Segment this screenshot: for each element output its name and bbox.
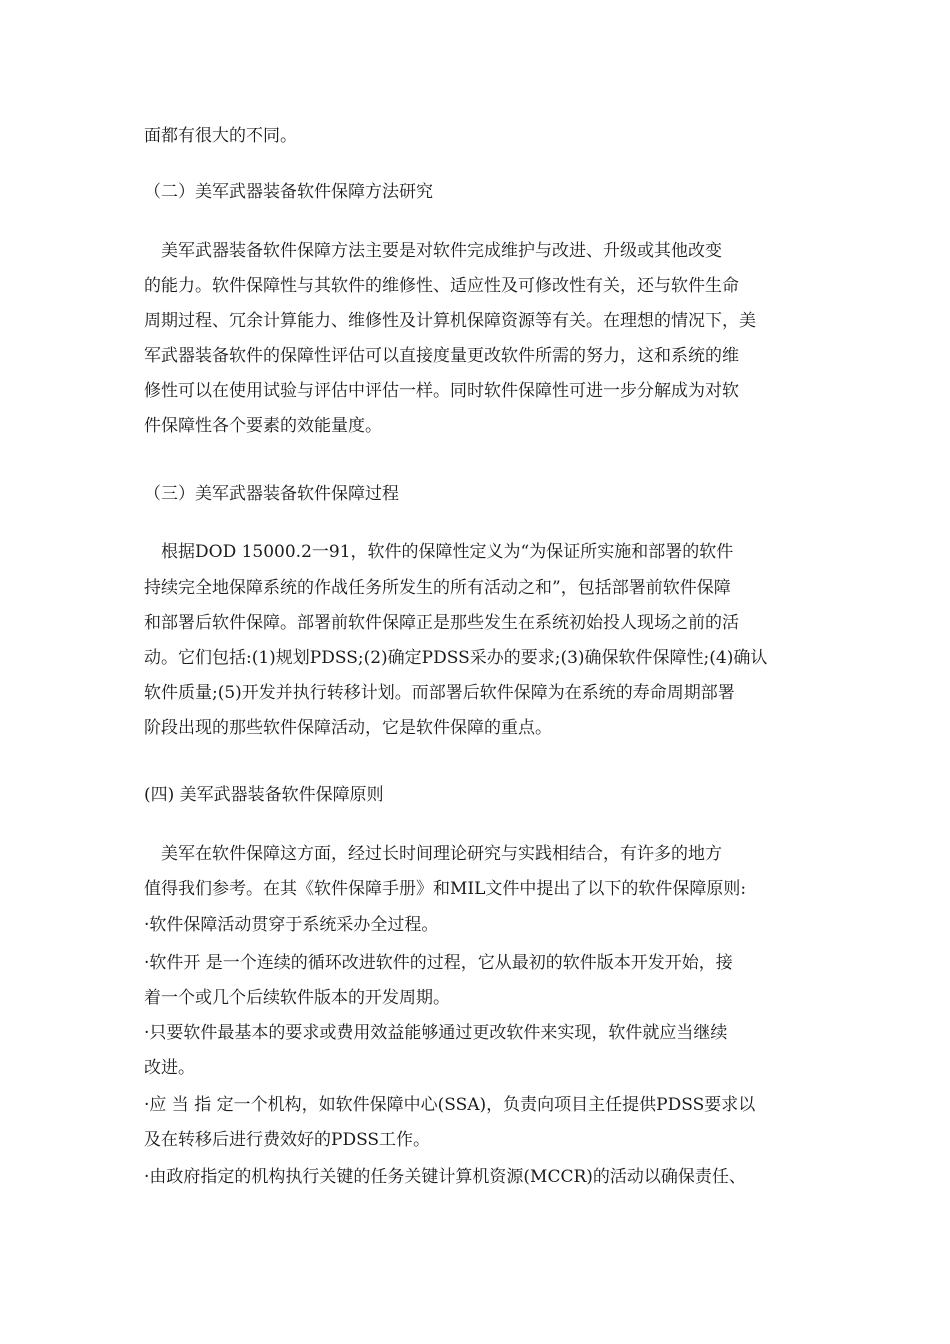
- paragraph-line: 件保障性各个要素的效能量度。: [144, 416, 382, 436]
- paragraph-line: 和部署后软件保障。部署前软件保障正是那些发生在系统初始投人现场之前的活: [144, 613, 739, 633]
- paragraph-line: 持续完全地保障系统的作战任务所发生的所有活动之和”，包括部署前软件保障: [144, 578, 731, 598]
- paragraph-line: 军武器装备软件的保障性评估可以直接度量更改软件所需的努力，这和系统的维: [144, 346, 739, 366]
- paragraph-line: 软件质量;(5)开发并执行转移计划。而部署后软件保障为在系统的寿命周期部署: [144, 683, 735, 703]
- section-heading-2: （二）美军武器装备软件保障方法研究: [144, 182, 433, 202]
- section-heading-4: (四) 美军武器装备软件保障原则: [144, 785, 384, 805]
- bullet-item-line: 着一个或几个后续软件版本的开发周期。: [144, 988, 450, 1008]
- bullet-item-line: ·只要软件最基本的要求或费用效益能够通过更改软件来实现，软件就应当继续: [144, 1023, 728, 1043]
- paragraph-line: 修性可以在使用试验与评估中评估一样。同时软件保障性可进一步分解成为对软: [144, 381, 739, 401]
- paragraph-line: 的能力。软件保障性与其软件的维修性、适应性及可修改性有关，还与软件生命: [144, 276, 739, 296]
- bullet-item-line: ·软件开 是一个连续的循环改进软件的过程，它从最初的软件版本开发开始，接: [144, 953, 733, 973]
- bullet-item-line: ·由政府指定的机构执行关键的任务关键计算机资源(MCCR)的活动以确保责任、: [144, 1167, 746, 1187]
- paragraph-line: 美军在软件保障这方面，经过长时间理论研究与实践相结合，有许多的地方: [144, 844, 722, 864]
- paragraph-line: 值得我们参考。在其《软件保障手册》和MIL文件中提出了以下的软件保障原则:: [144, 879, 747, 899]
- bullet-item-line: 及在转移后进行费效好的PDSS工作。: [144, 1130, 431, 1150]
- paragraph-line: 阶段出现的那些软件保障活动，它是软件保障的重点。: [144, 718, 552, 738]
- paragraph-line: 根据DOD 15000.2一91，软件的保障性定义为“为保证所实施和部署的软件: [144, 542, 734, 562]
- section-heading-3: （三）美军武器装备软件保障过程: [144, 484, 399, 504]
- paragraph-line: 周期过程、冗余计算能力、维修性及计算机保障资源等有关。在理想的情况下，美: [144, 311, 756, 331]
- paragraph-line: 面都有很大的不同。: [144, 126, 297, 146]
- bullet-item-line: ·应 当 指 定一个机构，如软件保障中心(SSA)，负责向项目主任提供PDSS要求以: [144, 1095, 756, 1115]
- bullet-item-line: 改进。: [144, 1058, 195, 1078]
- bullet-item-line: ·软件保障活动贯穿于系统采办全过程。: [144, 915, 439, 935]
- paragraph-line: 动。它们包括:(1)规划PDSS;(2)确定PDSS采办的要求;(3)确保软件保障性;(4)确认: [144, 648, 768, 668]
- paragraph-line: 美军武器装备软件保障方法主要是对软件完成维护与改进、升级或其他改变: [144, 241, 722, 261]
